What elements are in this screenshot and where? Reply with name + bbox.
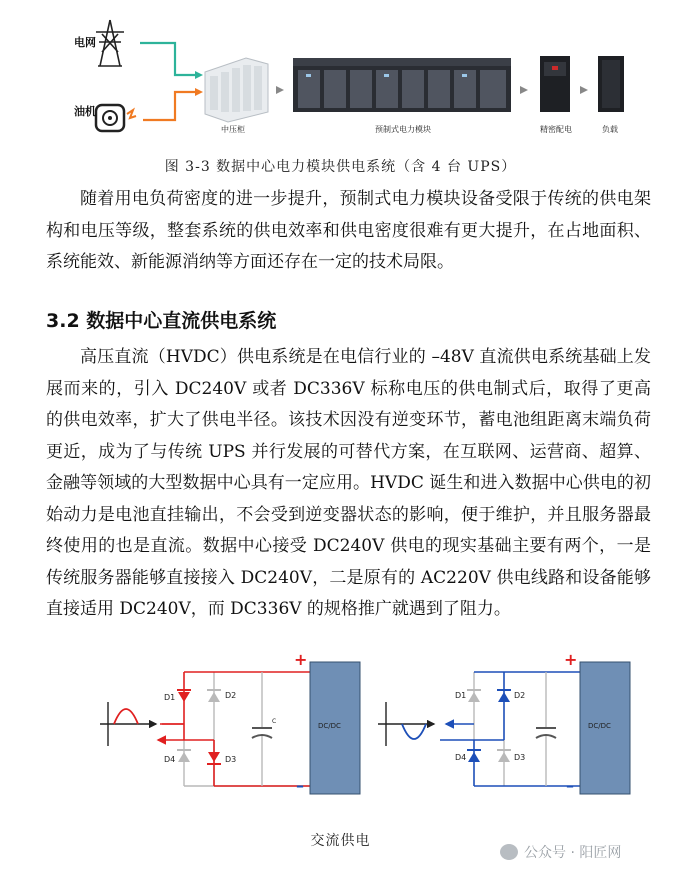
diode-d3 (208, 752, 220, 762)
label-d3-right: D3 (514, 753, 526, 762)
pdu-cabinet-image (540, 56, 570, 112)
label-d1: D1 (164, 693, 176, 702)
paragraph-hvdc-text: 高压直流（HVDC）供电系统是在电信行业的 –48V 直流供电系统基础上发展而来的，引入 DC240V 或者 DC336V 标称电压的供电制式后，取得了更高的供电效率，扩大了供电半径。该技术因没有逆变环节，蓄电池组距离末端负荷更近，成为了与传统 UPS 并行发展的可替代方案，在互联网、运营商、超算、金融等领域的大型数据中心具有一定应用。HVDC 诞生和进入数据中心供电的初始动力是电池直挂输出，不会受到逆变器状态的影响，便于维护，并且服务器最终使用的也是直流。数据中心接受 DC240V 供电的现实基础主要有两个，一是传统服务器能够直接接入 DC240V，二是原有的 AC220V 供电线路和设备能够直接适用 DC240V，而 DC336V 的规格推广就遇到了阻力。 (46, 347, 651, 619)
label-d1-right: D1 (455, 691, 467, 700)
diode-d1 (178, 692, 190, 702)
positive-half-wave (114, 709, 138, 724)
diode-d3-right (498, 752, 510, 762)
power-tower-icon (96, 20, 124, 66)
label-dcdc-left: DC/DC (318, 722, 341, 730)
server-rack-image (598, 56, 624, 112)
diode-d4 (178, 752, 190, 762)
paragraph-hvdc (46, 342, 651, 626)
label-d2-right: D2 (514, 691, 526, 700)
diode-d1-right (468, 692, 480, 702)
paragraph-intro (46, 184, 651, 279)
label-c: C (272, 718, 277, 725)
watermark (500, 842, 621, 862)
watermark-text: 公众号 · 阳匠网 (524, 845, 622, 861)
mv-cabinet-label: 中压柜 (221, 125, 245, 134)
diode-d2-right (498, 692, 510, 702)
label-plus-left: + (294, 650, 308, 669)
label-d4: D4 (164, 755, 176, 764)
diesel-feed-line (143, 92, 195, 120)
negative-half-wave (402, 724, 426, 739)
diesel-label: 油机 (74, 105, 96, 118)
paragraph-intro-text: 随着用电负荷密度的进一步提升，预制式电力模块设备受限于传统的供电架构和电压等级，整套系统的供电效率和供电密度很难有更大提升，在占地面积、系统能效、新能源消纳等方面还存在一定的技术局限。 (46, 189, 651, 272)
grid-label: 电网 (74, 36, 96, 49)
grid-feed-line (140, 43, 195, 75)
pdu-label: 精密配电 (540, 125, 572, 134)
figure2-caption: 交流供电 (310, 833, 371, 849)
power-module-diagram (0, 0, 681, 150)
load-label: 负载 (602, 125, 618, 134)
section-heading: 3.2 数据中心直流供电系统 (46, 310, 277, 332)
label-minus-left: – (296, 776, 304, 795)
wechat-icon (500, 844, 518, 860)
rectifier-diagram (0, 650, 681, 820)
label-d2: D2 (225, 691, 237, 700)
figure-caption: 图 3-3 数据中心电力模块供电系统（含 4 台 UPS） (164, 159, 517, 175)
label-d3: D3 (225, 755, 237, 764)
label-d4-right: D4 (455, 753, 467, 762)
label-minus-right: – (566, 776, 574, 795)
mv-cabinet-image (205, 58, 268, 122)
power-module-label: 预制式电力模块 (375, 125, 431, 134)
diode-d2 (208, 692, 220, 702)
generator-icon (96, 105, 136, 131)
diode-d4-right (468, 752, 480, 762)
label-dcdc-right: DC/DC (588, 722, 611, 730)
power-module-image (293, 58, 511, 112)
label-plus-right: + (564, 650, 578, 669)
